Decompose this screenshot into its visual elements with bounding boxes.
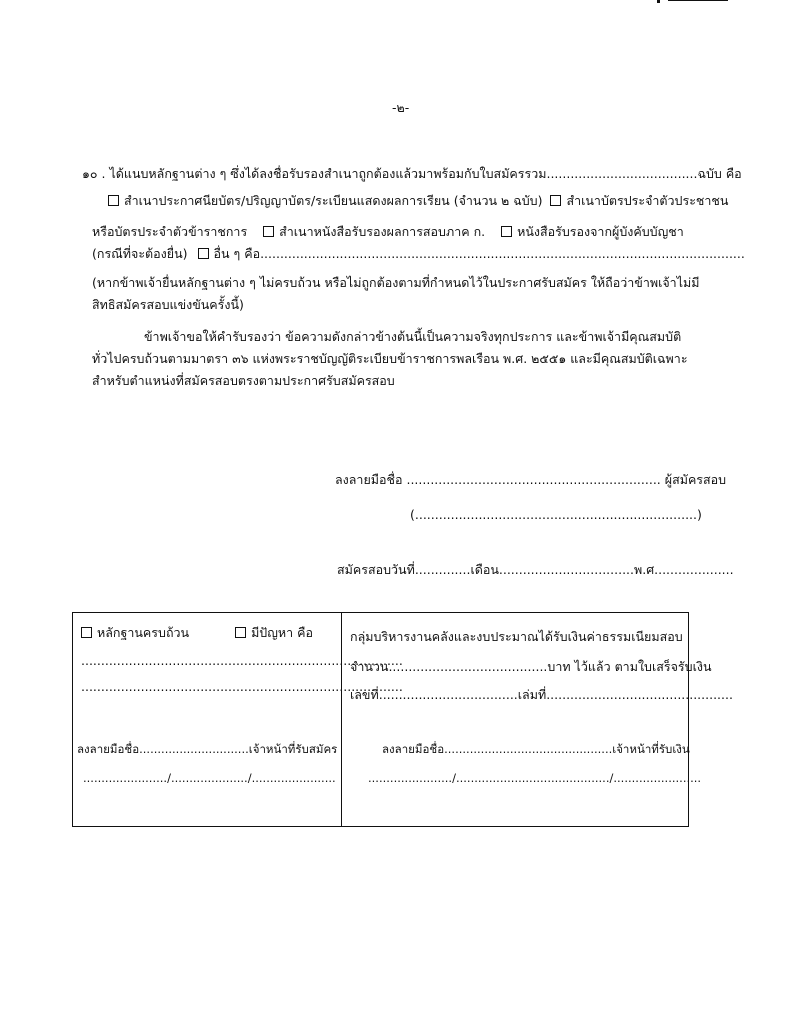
option-supervisor-letter-label: หนังสือรับรองจากผู้บังคับบัญชา (517, 224, 684, 239)
item10-options-row2 (92, 222, 684, 242)
finance-line1: กลุ่มบริหารงานคลังและงบประมาณได้รับเงินค่าธรรมเนียมสอบ (350, 629, 683, 644)
registrar-date-line[interactable]: ......................./...................../....................... (83, 771, 336, 785)
finance-receipt-box (341, 612, 733, 827)
checkbox-has-problem[interactable] (235, 627, 246, 638)
applicant-name-line[interactable]: (.......................................................................) (410, 507, 702, 522)
documents-complete-label: หลักฐานครบถ้วน (97, 625, 190, 640)
top-corner-mark-dot (657, 0, 660, 3)
has-problem-label: มีปัญหา คือ (251, 625, 313, 640)
option-certificate-label: สำเนาประกาศนียบัตร/ปริญญาบัตร/ระเบียนแสดงผลการเรียน (จำนวน ๒ ฉบับ) (124, 193, 543, 208)
option-supervisor-cont: (กรณีที่จะต้องยื่น) (92, 246, 188, 261)
cashier-date-line[interactable]: ......................./........................................../........................ (368, 771, 702, 785)
registrar-signature-line[interactable]: ลงลายมือชื่อ..............................เจ้าหน้าที่รับสมัคร (77, 742, 338, 756)
officer-check-box (72, 612, 403, 827)
problem-dots-line1[interactable]: ................................................................................. (81, 653, 403, 668)
applicant-signature-line[interactable]: ลงลายมือชื่อ ................................................................ ผู้สมัครสอบ (335, 472, 727, 487)
option-id-card-label: สำเนาบัตรประจำตัวประชาชน (566, 193, 729, 208)
problem-dots-line2[interactable]: ................................................................................. (81, 679, 403, 694)
option-exam-cert-label: สำเนาหนังสือรับรองผลการสอบภาค ก. (279, 224, 486, 239)
cashier-signature-line[interactable]: ลงลายมือชื่อ..............................................เจ้าหน้าที่รับเงิน (382, 742, 690, 756)
certify-line2: ทั่วไปครบถ้วนตามมาตรา ๓๖ แห่งพระราชบัญญัติระเบียบข้าราชการพลเรือน พ.ศ. ๒๕๕๑ และมีคุณสมบัติเฉพาะ (92, 351, 688, 366)
option-id-card-cont: หรือบัตรประจำตัวข้าราชการ (92, 224, 248, 239)
checkbox-documents-complete[interactable] (81, 627, 92, 638)
item10-options-row3 (92, 244, 745, 264)
finance-line2[interactable]: จำนวน........................................บาท ไว้แล้ว ตามใบเสร็จรับเงิน (350, 659, 712, 674)
checkbox-supervisor-letter[interactable] (501, 226, 512, 237)
finance-line3[interactable]: เลขที่...................................เล่มที่............................................... (350, 687, 733, 702)
certify-line1: ข้าพเจ้าขอให้คำรับรองว่า ข้อความดังกล่าวข้างต้นนี้เป็นความจริงทุกประการ และข้าพเจ้ามีคุณสมบัติ (144, 329, 682, 344)
item10-note-line2: สิทธิสมัครสอบแข่งขันครั้งนี้) (92, 297, 244, 312)
left-box-check-row (81, 623, 313, 643)
item10-line1: ๑๐ . ได้แนบหลักฐานต่าง ๆ ซึ่งได้ลงชื่อรับรองสำเนาถูกต้องแล้วมาพร้อมกับใบสมัครรวม......................................ฉบับ คือ (82, 166, 742, 181)
checkbox-exam-cert[interactable] (263, 226, 274, 237)
certify-line3: สำหรับตำแหน่งที่สมัครสอบตรงตามประกาศรับสมัครสอบ (92, 373, 395, 388)
checkbox-certificate[interactable] (108, 195, 119, 206)
checkbox-other[interactable] (198, 248, 209, 259)
item10-note-line1: (หากข้าพเจ้ายื่นหลักฐานต่าง ๆ ไม่ครบถ้วน หรือไม่ถูกต้องตามที่กำหนดไว้ในประกาศรับสมัคร ให้ถือว่าข้าพเจ้าไม่มี (92, 275, 700, 290)
option-other-label: อื่น ๆ คือ.......................................................................................................................... (213, 246, 745, 261)
item10-options-row1 (108, 191, 728, 211)
page-number: -๒- (392, 100, 410, 115)
application-date-line[interactable]: สมัครสอบวันที่..............เดือน..................................พ.ศ.................... (337, 562, 734, 577)
checkbox-id-card[interactable] (550, 195, 561, 206)
top-corner-mark (668, 0, 728, 1)
